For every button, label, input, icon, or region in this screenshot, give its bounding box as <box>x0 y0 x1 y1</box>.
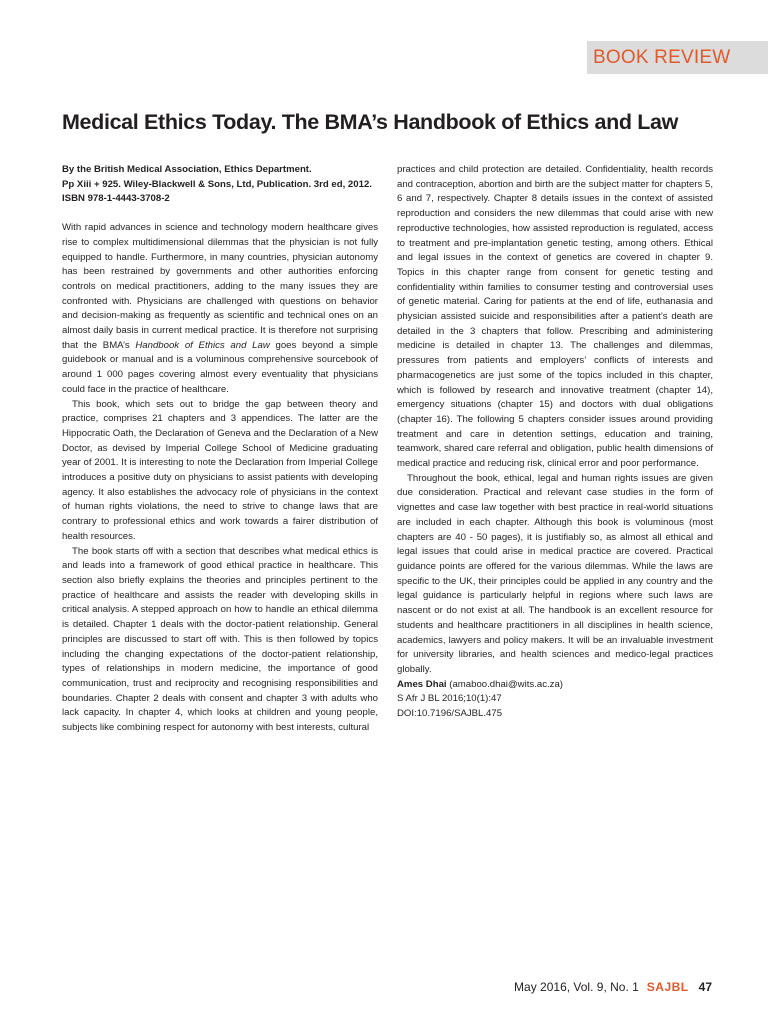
paragraph-chapters: The book starts off with a section that describes what medical ethics is and leads into a framework of good ethical practice in healthcare. This section also briefly explains the theories and principles pertinent to the practice of healthcare and assists the reader with developing skills in critical analysis. A stepped approach on how to handle an ethical dilemma is detailed. Chapter 1 deals with the doctor-patient relationship. General principles are discussed to start off with. This is then followed by topics including the changing expectations of the doctor-patient relationship, types of relationships in modern medicine, the importance of good communication, trust and reciprocity and recognising responsibilities and boundaries. Chapter 2 deals with consent and chapter 3 with adults who lack capacity. In chapter 4, which looks at children and young people, subjects like combining respect for autonomy with best interests, cultural <box>62 545 378 734</box>
doi: DOI:10.7196/SAJBL.475 <box>397 708 503 720</box>
bibliographic-info <box>62 163 378 207</box>
book-title-italic: Handbook of Ethics and Law <box>135 339 270 351</box>
issue-info: May 2016, Vol. 9, No. 1 <box>514 980 639 994</box>
reviewer-email: (amaboo.dhai@wits.ac.za) <box>446 678 563 690</box>
reviewer-signature <box>397 678 713 722</box>
intro-text: With rapid advances in science and technology modern healthcare gives rise to complex multidimensional dilemmas that the physician is not fully equipped to handle. Furthermore, in many countries, physician autonomy has been restrained by governments and other authorities enforcing controls on medical practitioners, adding to the many issues they are confronted with. Physicians are challenged with questions on behavior and decision-making as frequently as scientific and technical ones on an almost daily basis in current medical practice. It is therefore not surprising that the BMA’s <box>62 222 378 351</box>
paragraph-evaluation: Throughout the book, ethical, legal and human rights issues are given due consideration. Practical and relevant case studies in the form of vignettes and case law together with best practice in real-world situations are included in each chapter. Although this book is voluminous (most chapters are 40 - 50 pages), it is justifiably so, as almost all ethical and legal issues that could arise in medical practice are covered. Practical guidance points are offered for the various dilemmas. While the laws are specific to the UK, their principles could be applied in any country and the legal guidance is particularly helpful in regions where such laws are nascent or do not exist at all. The handbook is an excellent resource for students and healthcare practitioners in all disciplines in health science, academics, lawyers and policy makers. It will be an invaluable investment for university libraries, and health sciences and medico-legal practices globally. <box>397 472 713 675</box>
left-column <box>62 163 378 736</box>
intro-text-end: goes beyond a simple guidebook or manual and is a voluminous comprehensive sourcebook of around 1 000 pages covering almost every eventuality that physicians could face in the practice of healthcare. <box>62 339 378 395</box>
section-tag: BOOK REVIEW <box>587 41 768 74</box>
journal-name: SAJBL <box>646 980 689 994</box>
citation: S Afr J BL 2016;10(1):47 <box>397 693 502 705</box>
paragraph-intro <box>62 221 378 397</box>
paragraph-structure: This book, which sets out to bridge the gap between theory and practice, comprises 21 chapters and 3 appendices. The latter are the Hippocratic Oath, the Declaration of Geneva and the Declaration of a New Doctor, as devised by Imperial College School of Medicine graduating year of 2001. It is interesting to note the Declaration from Imperial College introduces a positive duty on physicians to assist patients with developing agency. It also establishes the advocacy role of physicians in the context of human rights violations, the need to strive to change laws that are contrary to professional ethics and work towards a fairer distribution of health resources. <box>62 398 378 542</box>
right-column <box>397 163 713 722</box>
page-number: 47 <box>698 980 712 994</box>
paragraph-chapters-continued: practices and child protection are detailed. Confidentiality, health records and contraception, abortion and birth are the subject matter for chapters 5, 6 and 7, respectively. Chapter 8 details issues in the context of assisted reproduction and considers the new dilemmas that could arise with new reproductive technologies, how assisted reproduction is regulated, access to treatment and pre-implantation genetic testing, among others. Ethical and legal issues in the context of genetics are covered in chapter 9. Topics in this chapter range from consent for genetic testing and confidentiality within families to consumer testing and controversial uses of genetic material. Caring for patients at the end of life, euthanasia and physician assisted suicide and responsibilities after a patient’s death are detailed in the 3 chapters that follow. Prescribing and administering medicine is detailed in chapter 13. The challenges and dilemmas, pressures from patients and employers’ conflicts of interests and pharmacogenetics are just some of the topics included in this chapter, which is followed by research and innovative treatment (chapter 14), emergency situations (chapter 15) and doctors with dual obligations (chapter 16). The following 5 chapters consider issues around providing treatment and care in detention settings, education and training, teamwork, shared care referral and obligation, public health dimensions of medical practice and reducing risk, clinical error and poor performance. <box>397 164 713 470</box>
biblio-line-3: ISBN 978-1-4443-3708-2 <box>62 193 170 205</box>
biblio-line-2: Pp Xiii + 925. Wiley-Blackwell & Sons, Ltd, Publication. 3rd ed, 2012. <box>62 178 372 190</box>
page-footer <box>514 980 712 994</box>
reviewer-line <box>397 678 713 693</box>
reviewer-name: Ames Dhai <box>397 678 447 690</box>
biblio-line-1: By the British Medical Association, Ethics Department. <box>62 164 312 175</box>
article-title: Medical Ethics Today. The BMA’s Handbook of Ethics and Law <box>62 110 679 134</box>
